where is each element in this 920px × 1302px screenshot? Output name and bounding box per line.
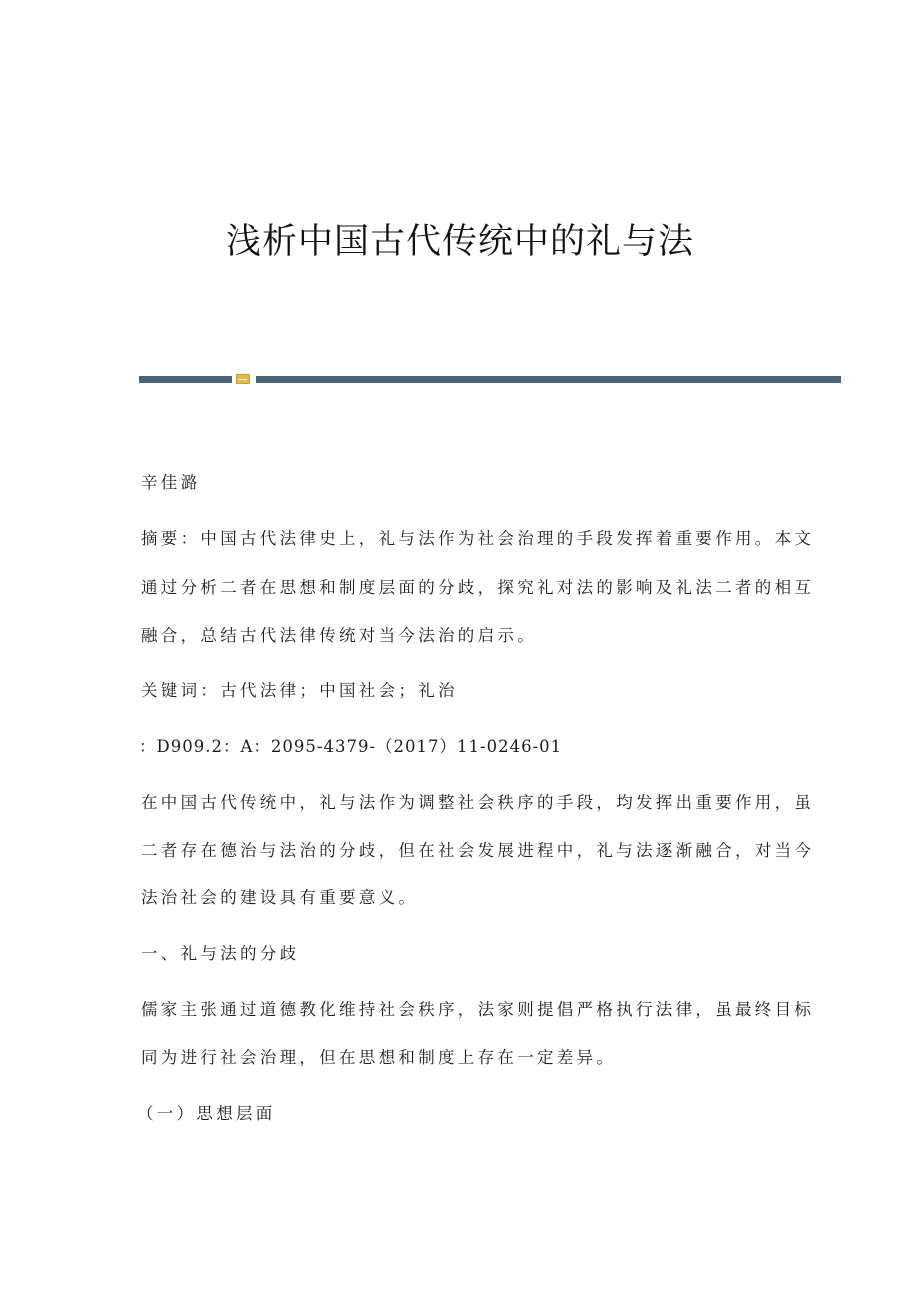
classification-code: ：D909.2：A：2095-4379-（2017）11-0246-01	[139, 737, 563, 756]
divider-bar-right	[256, 376, 841, 383]
section-body-line: 同为进行社会治理，但在思想和制度上存在一定差异。	[141, 1048, 617, 1067]
divider-bar-left	[139, 376, 232, 383]
abstract-line: 融合，总结古代法律传统对当今法治的启示。	[141, 626, 537, 645]
keywords: 关键词：古代法律；中国社会；礼治	[141, 681, 458, 700]
author-name: 辛佳潞	[141, 473, 201, 492]
document-title: 浅析中国古代传统中的礼与法	[225, 222, 694, 262]
intro-line: 在中国古代传统中，礼与法作为调整社会秩序的手段，均发挥出重要作用，虽	[141, 793, 815, 812]
intro-line: 二者存在德治与法治的分歧，但在社会发展进程中，礼与法逐渐融合，对当今	[141, 841, 815, 860]
subsection-heading: （一）思想层面	[137, 1104, 276, 1123]
section-body-line: 儒家主张通过道德教化维持社会秩序，法家则提倡严格执行法律，虽最终目标	[141, 1000, 815, 1019]
abstract-line: 摘要：中国古代法律史上，礼与法作为社会治理的手段发挥着重要作用。本文	[141, 529, 815, 548]
section-heading: 一、礼与法的分歧	[141, 944, 300, 963]
title-divider	[139, 372, 841, 386]
divider-ornament-icon	[236, 374, 250, 384]
abstract-line: 通过分析二者在思想和制度层面的分歧，探究礼对法的影响及礼法二者的相互	[141, 578, 815, 597]
intro-line: 法治社会的建设具有重要意义。	[141, 888, 419, 907]
